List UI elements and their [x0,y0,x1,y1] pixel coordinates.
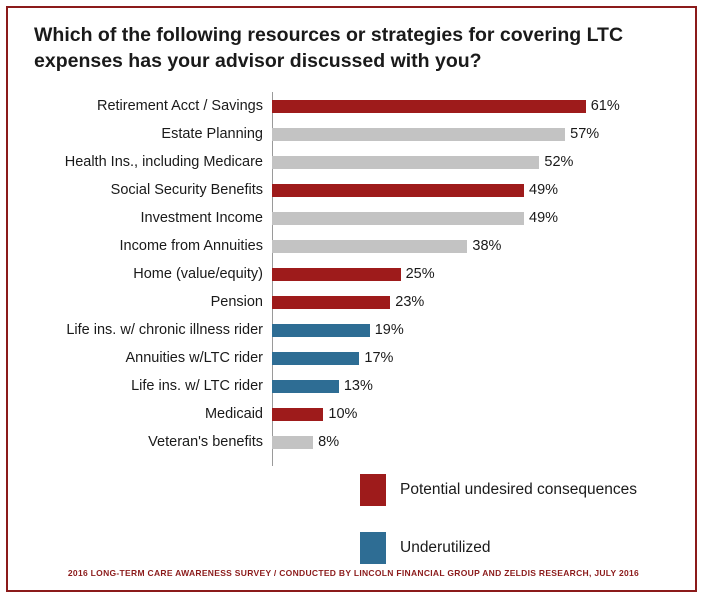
source-footnote: 2016 LONG-TERM CARE AWARENESS SURVEY / CONDUCTED BY LINCOLN FINANCIAL GROUP AND ZELDIS RESEARCH, JULY 2016 [67,568,640,578]
bar-value-label: 23% [395,294,425,310]
bar [272,268,401,281]
category-label: Pension [210,294,263,310]
bar-area [272,288,678,316]
legend-label: Potential undesired consequences [400,481,637,498]
bar-row [28,92,678,120]
bar-row [28,260,678,288]
bar-area [272,232,678,260]
bar-area [272,316,678,344]
category-label: Income from Annuities [119,238,263,254]
category-label: Social Security Benefits [110,182,263,198]
bar-area [272,148,678,176]
bar-area [272,372,678,400]
bar-value-label: 49% [529,182,559,198]
bar [272,436,313,449]
bar-row [28,288,678,316]
bar-area [272,120,678,148]
bar [272,296,390,309]
category-label: Health Ins., including Medicare [64,154,263,170]
legend-item [360,474,690,506]
bar-area [272,260,678,288]
bar [272,184,524,197]
bar-area [272,428,678,456]
bar-row [28,316,678,344]
category-label: Investment Income [140,210,263,226]
bar-value-label: 17% [364,350,394,366]
bar-value-label: 57% [570,126,600,142]
bar [272,156,539,169]
bar-area [272,176,678,204]
bar [272,100,586,113]
category-label: Home (value/equity) [133,266,263,282]
bar-row [28,148,678,176]
bar-value-label: 13% [343,378,373,394]
chart-frame [6,6,697,592]
category-label: Medicaid [204,406,263,422]
legend-item [360,532,690,564]
bar-chart-plot [28,92,678,466]
bar-row [28,428,678,456]
category-label: Retirement Acct / Savings [96,98,263,114]
bar [272,128,565,141]
bar-value-label: 10% [328,406,358,422]
bar-value-label: 49% [529,210,559,226]
legend-swatch [360,474,386,506]
bar-row [28,176,678,204]
category-label: Annuities w/LTC rider [125,350,263,366]
legend-label: Underutilized [400,539,491,556]
page-title: Which of the following resources or strategies for covering LTC expenses has your advisor discussed with you? [34,24,624,73]
bar [272,240,467,253]
category-label: Life ins. w/ chronic illness rider [66,322,263,338]
bar [272,324,370,337]
bar [272,212,524,225]
bar-value-label: 38% [472,238,502,254]
legend-swatch [360,532,386,564]
category-label: Estate Planning [161,126,263,142]
bar-area [272,344,678,372]
bar-area [272,204,678,232]
bar-value-label: 61% [590,98,620,114]
bar-value-label: 25% [405,266,435,282]
bar-value-label: 52% [544,154,574,170]
bar-row [28,344,678,372]
bar-area [272,92,678,120]
bar-row [28,232,678,260]
bar-row [28,120,678,148]
bar [272,380,339,393]
bar [272,352,359,365]
bar-row [28,204,678,232]
bar [272,408,323,421]
category-label: Life ins. w/ LTC rider [131,378,263,394]
bar-row [28,372,678,400]
bar-row [28,400,678,428]
bar-rows [28,92,678,456]
category-label: Veteran's benefits [148,434,263,450]
bar-value-label: 19% [374,322,404,338]
bar-area [272,400,678,428]
bar-value-label: 8% [318,434,340,450]
